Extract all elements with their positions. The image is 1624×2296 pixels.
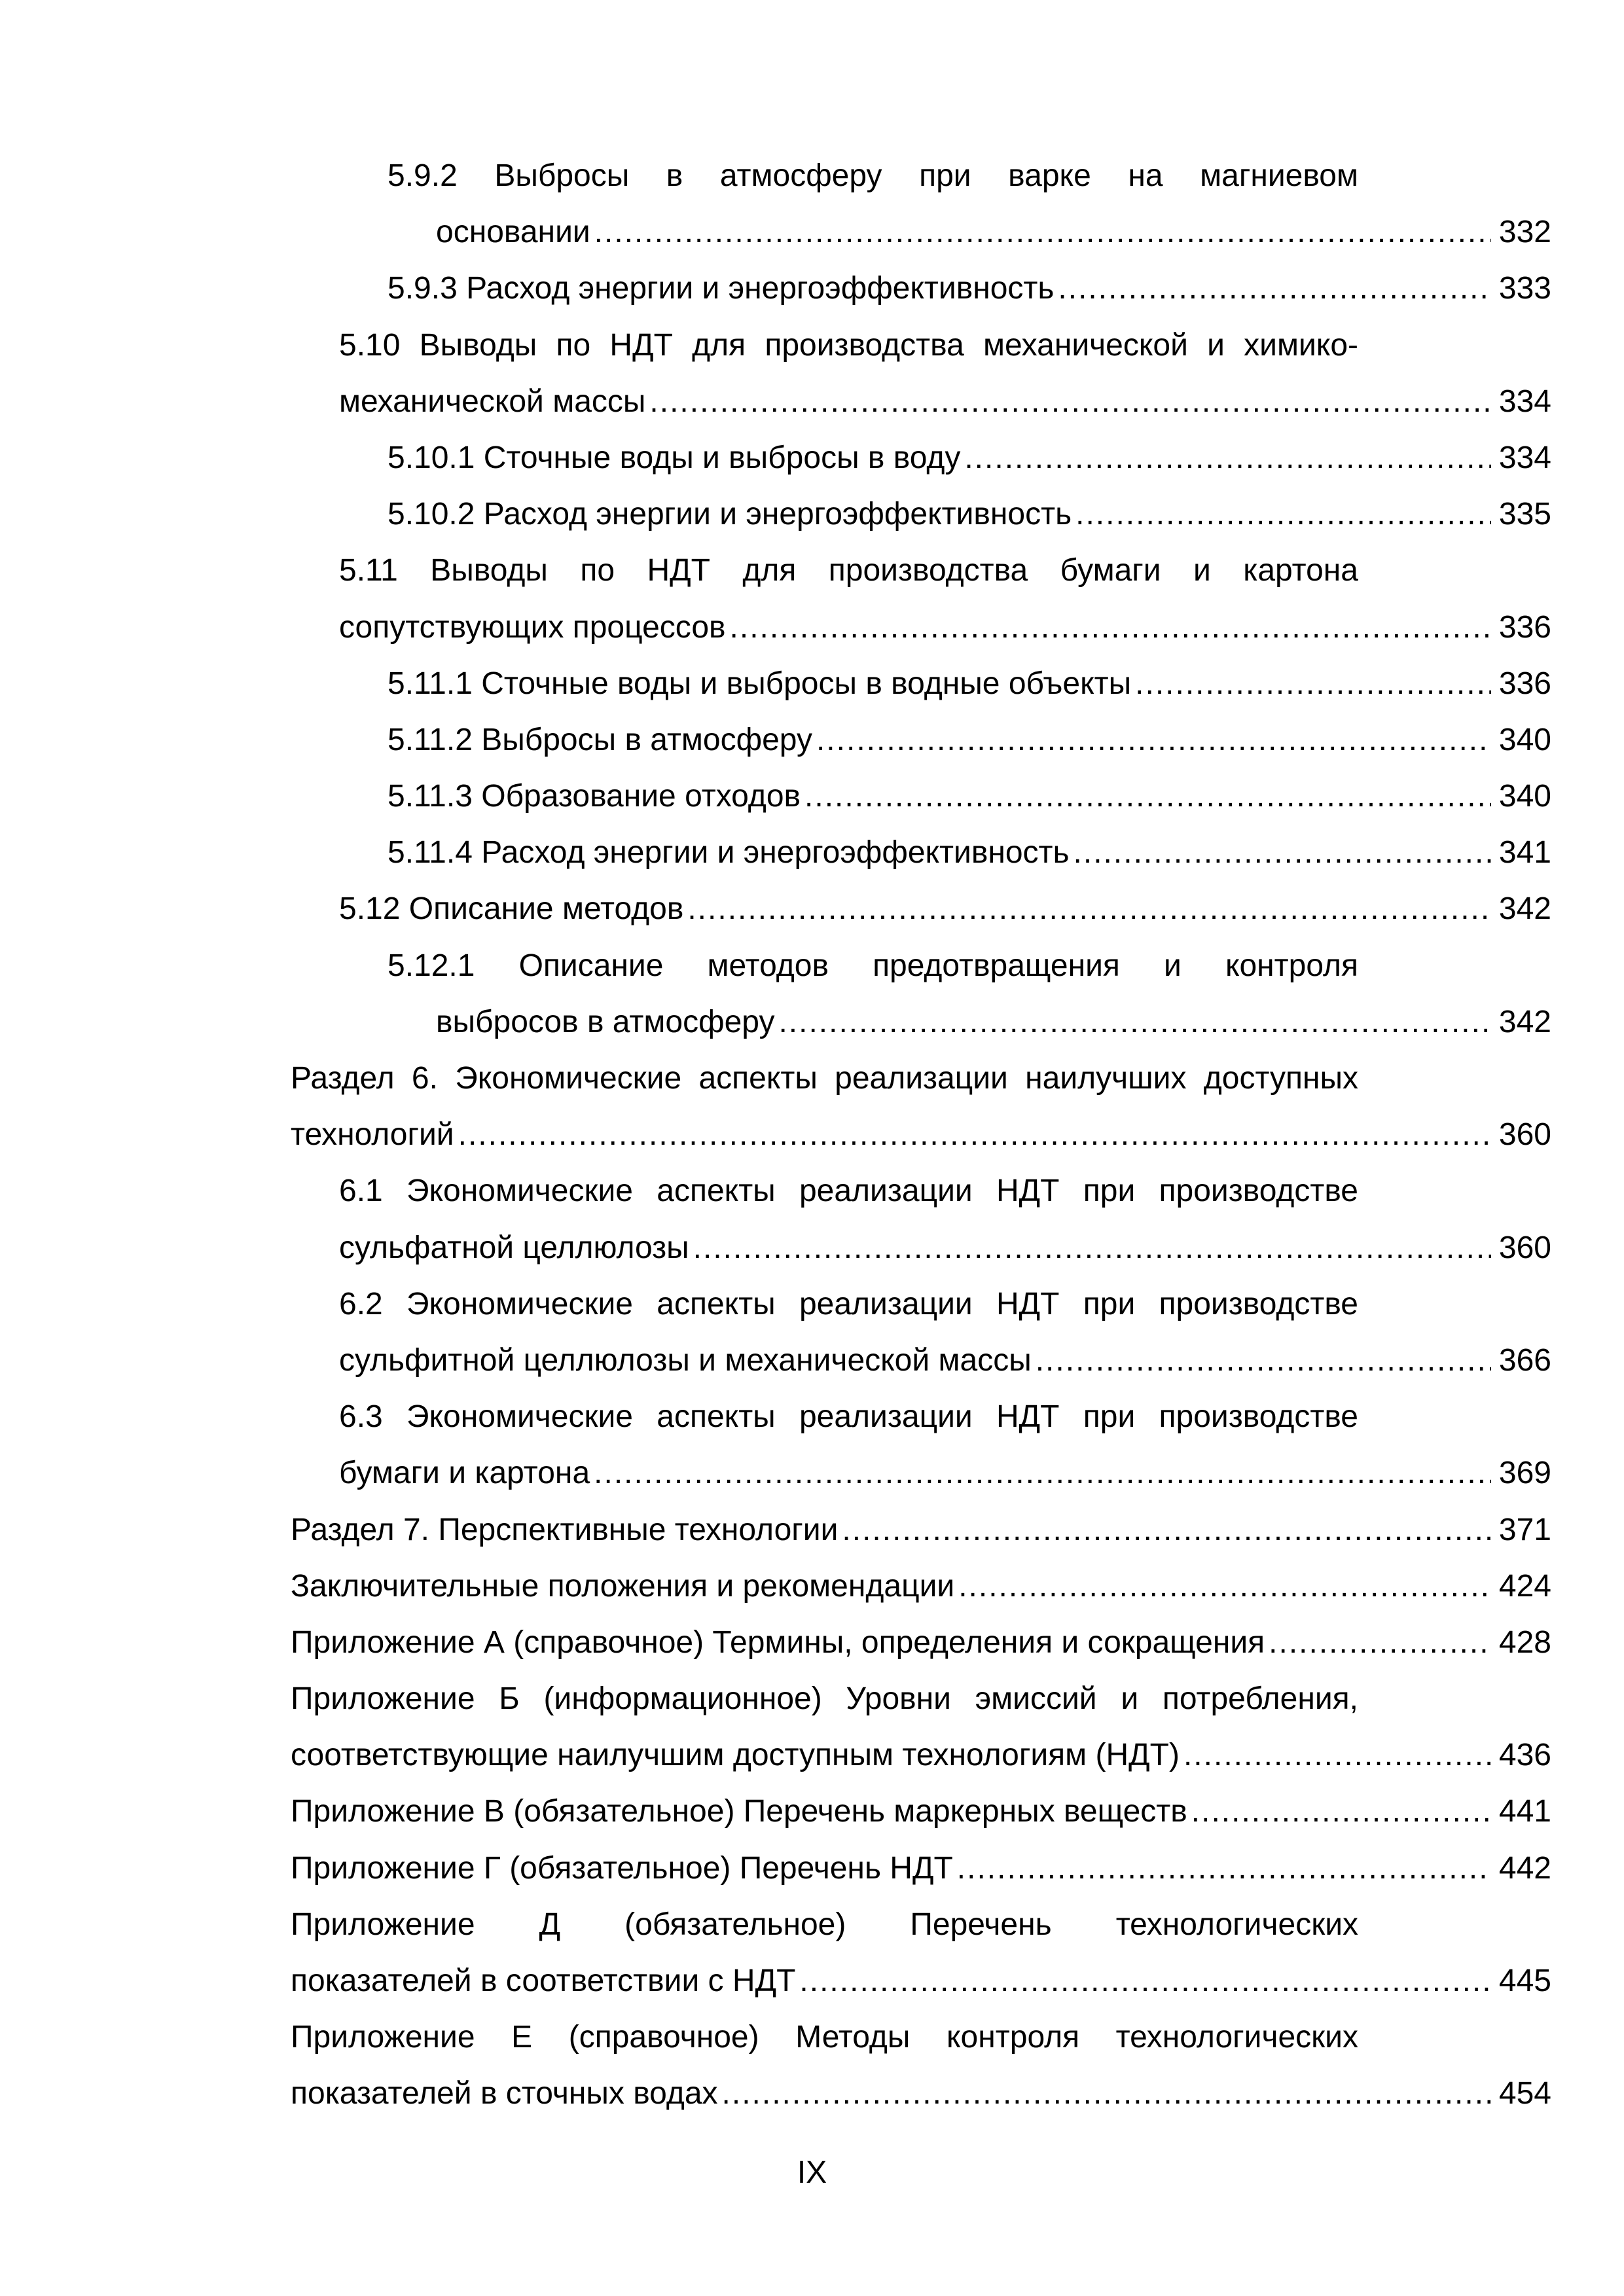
toc-entry[interactable] <box>291 1163 1551 1276</box>
toc-entry-page-number: 424 <box>1498 1568 1551 1604</box>
toc-entry-title: 5.11.4 Расход энергии и энергоэффективность <box>388 835 1070 870</box>
dot-leader <box>799 1953 1491 2009</box>
dot-leader <box>1183 1727 1491 1784</box>
toc-entry-title: Заключительные положения и рекомендации <box>291 1568 955 1604</box>
toc-entry-title: технологий <box>291 1117 454 1153</box>
toc-entry[interactable] <box>291 1389 1551 1501</box>
toc-entry-page-number: 334 <box>1498 440 1551 475</box>
toc-entry[interactable] <box>291 825 1551 881</box>
toc-entry-row <box>388 204 1551 260</box>
toc-entry-title: механической массы <box>339 384 646 419</box>
dot-leader <box>1036 1333 1491 1389</box>
toc-entry[interactable] <box>291 938 1551 1050</box>
toc-entry-page-number: 445 <box>1498 1964 1551 1998</box>
toc-entry[interactable] <box>291 1784 1551 1840</box>
toc-entry-title-line: 6.2 Экономические аспекты реализации НДТ при производстве <box>339 1286 1358 1321</box>
toc-entry-title: 5.11.1 Сточные воды и выбросы в водные объекты <box>388 666 1132 701</box>
toc-entry-title: Раздел 7. Перспективные технологии <box>291 1512 839 1547</box>
toc-entry-page-number: 366 <box>1498 1342 1551 1378</box>
toc-entry-row <box>339 1220 1551 1276</box>
toc-entry-title: показателей в соответствии с НДТ <box>291 1964 796 1998</box>
toc-entry[interactable] <box>291 1050 1551 1163</box>
toc-entry[interactable] <box>291 1671 1551 1784</box>
toc-entry-row <box>388 712 1551 768</box>
dot-leader <box>594 1445 1491 1501</box>
toc-entry[interactable] <box>291 1276 1551 1389</box>
dot-leader <box>964 430 1491 486</box>
toc-entry-page-number: 441 <box>1498 1794 1551 1829</box>
toc-entry[interactable] <box>291 1558 1551 1615</box>
toc-entry-row <box>291 2066 1551 2122</box>
toc-entry-row <box>291 1840 1551 1897</box>
toc-entry-page-number: 360 <box>1498 1117 1551 1153</box>
toc-entry-row <box>339 881 1551 937</box>
toc-entry-row <box>388 260 1551 317</box>
toc-entry-title: Приложение А (справочное) Термины, определения и сокращения <box>291 1624 1265 1660</box>
toc-entry-title: основании <box>436 215 590 250</box>
toc-entry-page-number: 340 <box>1498 722 1551 757</box>
toc-entry-title-line: Приложение Е (справочное) Методы контроля технологических <box>291 2020 1358 2055</box>
toc-entry-row <box>388 656 1551 712</box>
toc-entry-page-number: 334 <box>1498 384 1551 419</box>
toc-entry-row <box>291 1558 1551 1615</box>
toc-entry[interactable] <box>291 1840 1551 1897</box>
toc-entry-page-number: 428 <box>1498 1624 1551 1660</box>
toc-entry-title: Приложение В (обязательное) Перечень маркерных веществ <box>291 1794 1187 1829</box>
toc-entry[interactable] <box>291 768 1551 825</box>
toc-entry-page-number: 342 <box>1498 1004 1551 1039</box>
toc-entry-page-number: 332 <box>1498 215 1551 250</box>
toc-entry-title-line: 6.3 Экономические аспекты реализации НДТ при производстве <box>339 1399 1358 1435</box>
toc-entry[interactable] <box>291 881 1551 937</box>
toc-entry-page-number: 371 <box>1498 1512 1551 1547</box>
toc-entry-row <box>291 1784 1551 1840</box>
toc-entry-title: 5.10.2 Расход энергии и энергоэффективность <box>388 497 1072 532</box>
toc-entry-title-line: Приложение Б (информационное) Уровни эмиссий и потребления, <box>291 1681 1358 1717</box>
toc-entry[interactable] <box>291 317 1551 430</box>
toc-entry[interactable] <box>291 1897 1551 2009</box>
toc-entry-row <box>388 994 1551 1050</box>
dot-leader <box>730 600 1491 656</box>
toc-entry-row <box>388 486 1551 543</box>
dot-leader <box>649 374 1491 430</box>
toc-entry-title: 5.12 Описание методов <box>339 891 684 927</box>
toc-entry-page-number: 340 <box>1498 779 1551 814</box>
toc-entry[interactable] <box>291 1502 1551 1558</box>
toc-entry-title-line: 5.12.1 Описание методов предотвращения и контроля <box>388 948 1358 983</box>
toc-entry-page-number: 335 <box>1498 497 1551 532</box>
toc-entry-title-line: 5.10 Выводы по НДТ для производства механической и химико- <box>339 327 1358 363</box>
toc-entry-title: бумаги и картона <box>339 1456 590 1491</box>
toc-entry-page-number: 454 <box>1498 2076 1551 2111</box>
toc-entry-row <box>339 374 1551 430</box>
toc-entry-title: Приложение Г (обязательное) Перечень НДТ <box>291 1850 953 1886</box>
toc-entry-row <box>339 1445 1551 1501</box>
toc-entry-title: 5.10.1 Сточные воды и выбросы в воду <box>388 440 961 475</box>
toc-entry-page-number: 436 <box>1498 1738 1551 1773</box>
dot-leader <box>722 2066 1491 2122</box>
dot-leader <box>1074 825 1491 881</box>
dot-leader <box>804 768 1491 825</box>
toc-entry-page-number: 442 <box>1498 1850 1551 1886</box>
toc-entry[interactable] <box>291 430 1551 486</box>
table-of-contents <box>291 148 1551 2123</box>
toc-entry-title: 5.9.3 Расход энергии и энергоэффективность <box>388 271 1055 306</box>
toc-entry[interactable] <box>291 1615 1551 1671</box>
toc-entry[interactable] <box>291 712 1551 768</box>
toc-entry-page-number: 342 <box>1498 891 1551 927</box>
toc-entry-row <box>388 825 1551 881</box>
toc-entry-title: соответствующие наилучшим доступным технологиям (НДТ) <box>291 1738 1180 1773</box>
toc-entry-row <box>339 1333 1551 1389</box>
toc-entry-row <box>291 1727 1551 1784</box>
toc-entry-title: 5.11.3 Образование отходов <box>388 779 801 814</box>
page-number: IX <box>797 2155 827 2190</box>
toc-entry-page-number: 336 <box>1498 666 1551 701</box>
toc-entry-title-line: Раздел 6. Экономические аспекты реализации наилучших доступных <box>291 1061 1358 1096</box>
dot-leader <box>687 881 1491 937</box>
toc-entry-page-number: 341 <box>1498 835 1551 870</box>
toc-entry-title-line: Приложение Д (обязательное) Перечень технологических <box>291 1907 1358 1942</box>
toc-entry-title: выбросов в атмосферу <box>436 1004 775 1039</box>
toc-entry[interactable] <box>291 148 1551 260</box>
toc-entry-title-line: 5.11 Выводы по НДТ для производства бумаги и картона <box>339 553 1358 588</box>
toc-entry-row <box>339 600 1551 656</box>
dot-leader <box>958 1558 1491 1615</box>
dot-leader <box>458 1107 1491 1163</box>
toc-entry-row <box>291 1953 1551 2009</box>
toc-entry-title: сопутствующих процессов <box>339 609 726 645</box>
toc-entry[interactable] <box>291 543 1551 655</box>
toc-entry-title-line: 5.9.2 Выбросы в атмосферу при варке на магниевом <box>388 158 1358 193</box>
dot-leader <box>842 1502 1491 1558</box>
toc-entry-row <box>291 1615 1551 1671</box>
toc-entry-row <box>388 430 1551 486</box>
dot-leader <box>1075 486 1491 543</box>
dot-leader <box>816 712 1491 768</box>
toc-entry-title: 5.11.2 Выбросы в атмосферу <box>388 722 812 757</box>
dot-leader <box>594 204 1491 260</box>
toc-entry[interactable] <box>291 486 1551 543</box>
toc-entry-row <box>388 768 1551 825</box>
toc-entry-title-line: 6.1 Экономические аспекты реализации НДТ при производстве <box>339 1174 1358 1209</box>
toc-entry[interactable] <box>291 2009 1551 2122</box>
toc-entry[interactable] <box>291 656 1551 712</box>
dot-leader <box>1191 1784 1491 1840</box>
toc-entry[interactable] <box>291 260 1551 317</box>
toc-entry-page-number: 360 <box>1498 1230 1551 1265</box>
toc-entry-row <box>291 1107 1551 1163</box>
toc-entry-row <box>291 1502 1551 1558</box>
dot-leader <box>693 1220 1491 1276</box>
toc-entry-title: показателей в сточных водах <box>291 2076 718 2111</box>
dot-leader <box>957 1840 1491 1897</box>
dot-leader <box>778 994 1491 1050</box>
toc-entry-page-number: 333 <box>1498 271 1551 306</box>
toc-entry-title: сульфатной целлюлозы <box>339 1230 689 1265</box>
toc-entry-title: сульфитной целлюлозы и механической массы <box>339 1342 1032 1378</box>
dot-leader <box>1058 260 1491 317</box>
dot-leader <box>1135 656 1491 712</box>
dot-leader <box>1269 1615 1491 1671</box>
toc-entry-page-number: 369 <box>1498 1456 1551 1491</box>
toc-entry-page-number: 336 <box>1498 609 1551 645</box>
